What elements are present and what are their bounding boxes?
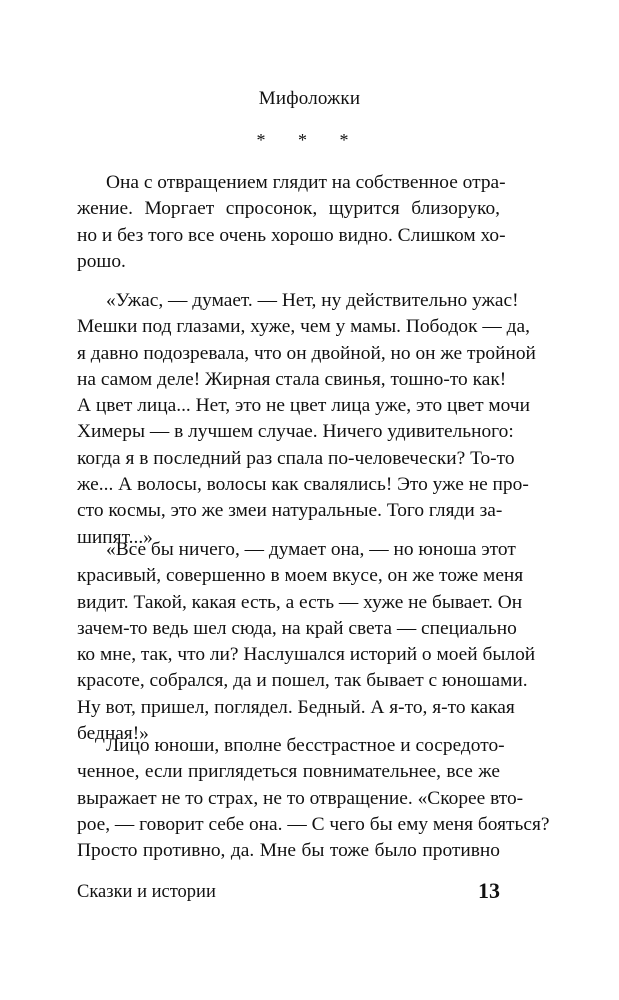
paragraph-2 xyxy=(77,288,536,551)
text-line: зачем-то ведь шел сюда, на край света — специально xyxy=(77,617,517,639)
text-line: ко мне, так, что ли? Наслушался историй о моей былой xyxy=(77,644,536,666)
text-line: Просто противно, да. Мне бы тоже было противно xyxy=(77,840,500,862)
text-line: Лицо юноши, вполне бесстрастное и сосредото- xyxy=(106,735,505,756)
text-line: я давно подозревала, что он двойной, но он же тройной xyxy=(77,342,536,364)
text-line: видит. Такой, какая есть, а есть — хуже не бывает. Он xyxy=(77,591,523,613)
text-line: шипят...» xyxy=(77,526,153,548)
text-line: сто космы, это же змеи натуральные. Того гляди за- xyxy=(77,500,503,522)
paragraph-4 xyxy=(77,733,550,864)
text-line: рошо. xyxy=(77,250,126,272)
text-line: Ну вот, пришел, поглядел. Бедный. А я-то, я-то какая xyxy=(77,696,515,718)
text-line: бедная!» xyxy=(77,723,149,745)
footer-book-title: Сказки и истории xyxy=(77,882,216,902)
text-line: рое, — говорит себе она. — С чего бы ему меня бояться? xyxy=(77,813,550,835)
text-line: «Ужас, — думает. — Нет, ну действительно ужас! xyxy=(106,290,519,311)
text-line: Химеры — в лучшем случае. Ничего удивительного: xyxy=(77,421,514,443)
text-line: же... А волосы, волосы как свалялись! Это уже не про- xyxy=(77,474,529,496)
text-line: красивый, совершенно в моем вкусе, он же тоже меня xyxy=(77,565,524,587)
text-line: Она с отвращением глядит на собственное отра- xyxy=(106,172,506,193)
text-line: но и без того все очень хорошо видно. Слишком хо- xyxy=(77,224,506,246)
page-number: 13 xyxy=(478,878,500,903)
text-line: «Все бы ничего, — думает она, — но юноша этот xyxy=(106,539,516,560)
paragraph-3 xyxy=(77,537,536,747)
text-line: красоте, собрался, да и пошел, так бывает с юношами. xyxy=(77,670,528,692)
text-line: жение. Моргает спросонок, щурится близоруко, xyxy=(77,198,500,220)
text-line: ченное, если приглядеться повнимательнее, все же xyxy=(77,761,500,783)
text-line: А цвет лица... Нет, это не цвет лица уже, это цвет мочи xyxy=(77,395,530,417)
text-line: Мешки под глазами, хуже, чем у мамы. Пободок — да, xyxy=(77,316,530,338)
running-head-title: Мифоложки xyxy=(258,88,361,109)
text-line: на самом деле! Жирная стала свинья, тошно-то как! xyxy=(77,368,507,390)
section-separator: * * * xyxy=(256,130,363,150)
text-line: выражает не то страх, не то отвращение. «Скорее вто- xyxy=(77,787,524,809)
text-line: когда я в последний раз спала по-человечески? То-то xyxy=(77,447,515,469)
paragraph-1 xyxy=(77,170,506,275)
